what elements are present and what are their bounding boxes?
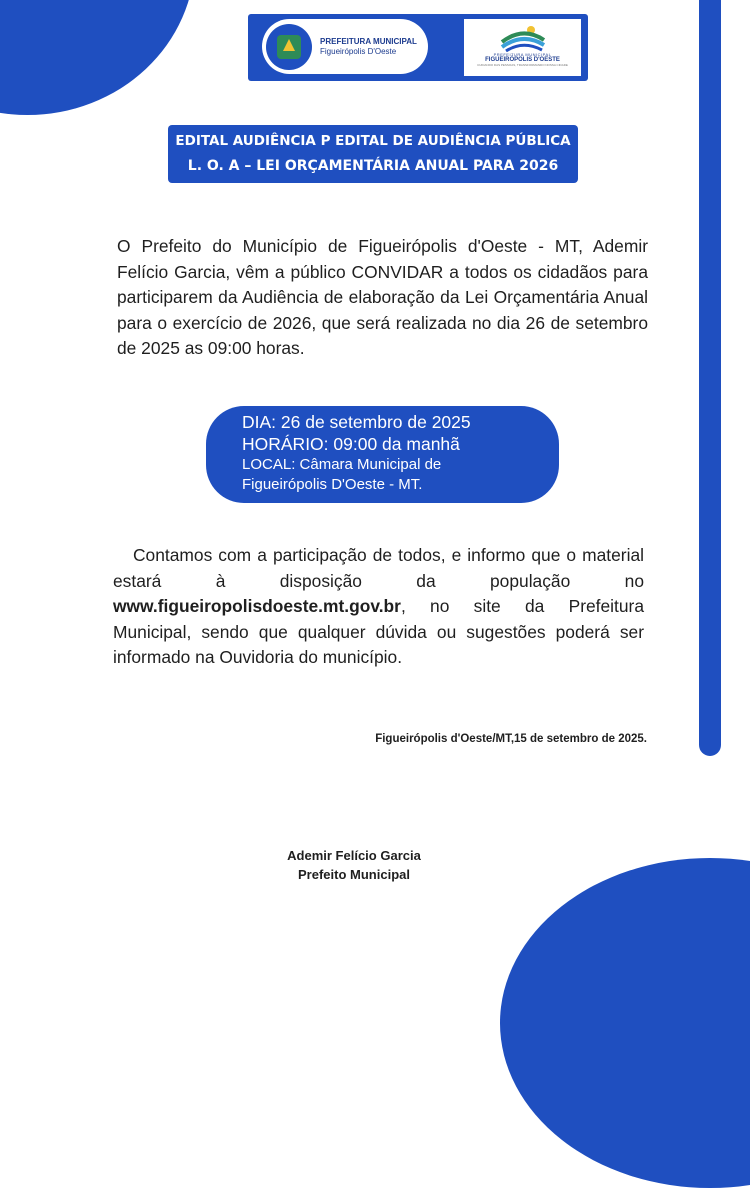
city-brand-logo bbox=[464, 19, 581, 76]
participation-paragraph bbox=[113, 543, 644, 671]
city-brand-tagline: CUIDANDO DAS PESSOAS, TRANSFORMANDO NOSSA CIDADE bbox=[477, 63, 568, 67]
edital-title-line1: EDITAL AUDIÊNCIA P EDITAL DE AUDIÊNCIA PÚBLICA bbox=[175, 133, 571, 149]
invitation-paragraph: O Prefeito do Município de Figueirópolis d'Oeste - MT, Ademir Felício Garcia, vêm a público CONVIDAR a todos os cidadãos para participarem da Audiência de elaboração da Lei Orçamentária Anual para o exercício de 2026, que será realizada no dia 26 de setembro de 2025 as 09:00 horas. bbox=[117, 236, 648, 358]
event-time: HORÁRIO: 09:00 da manhã bbox=[242, 434, 460, 454]
signatory-role: Prefeito Municipal bbox=[298, 867, 410, 882]
event-location-line2: Figueirópolis D'Oeste - MT. bbox=[242, 476, 423, 493]
participation-text-end: , no site da Prefeitura Municipal, sendo que qualquer dúvida ou sugestões poderá ser informado na Ouvidoria do município. bbox=[113, 596, 644, 667]
place-date-line: Figueirópolis d'Oeste/MT,15 de setembro de 2025. bbox=[375, 733, 647, 745]
edital-title-box bbox=[168, 125, 578, 183]
decorative-circle-top-left bbox=[0, 0, 195, 115]
edital-title-line2: L. O. A – LEI ORÇAMENTÁRIA ANUAL PARA 2026 bbox=[187, 158, 559, 174]
participation-text-start: Contamos com a participação de todos, e informo que o material estará à disposição da população no bbox=[113, 545, 644, 591]
prefeitura-logo-text bbox=[320, 37, 417, 57]
website-url: www.figueiropolisdoeste.mt.gov.br bbox=[113, 596, 401, 616]
prefeitura-logo bbox=[262, 19, 428, 74]
municipal-crest-icon bbox=[266, 24, 312, 70]
event-date: DIA: 26 de setembro de 2025 bbox=[242, 412, 471, 432]
decorative-side-bar bbox=[699, 0, 721, 756]
city-emblem-icon bbox=[498, 22, 548, 52]
signatory-name: Ademir Felício Garcia bbox=[287, 848, 421, 863]
prefeitura-logo-title: PREFEITURA MUNICIPAL bbox=[320, 36, 417, 46]
city-brand-small: PREFEITURA MUNICIPAL bbox=[493, 52, 552, 57]
decorative-circle-bottom-right bbox=[500, 858, 750, 1188]
event-info-box bbox=[206, 406, 559, 503]
city-brand-name: FIGUEIRÓPOLIS D'OESTE bbox=[485, 57, 560, 63]
prefeitura-logo-subtitle: Figueirópolis D'Oeste bbox=[320, 46, 397, 56]
event-location-line1: LOCAL: Câmara Municipal de bbox=[242, 456, 442, 473]
